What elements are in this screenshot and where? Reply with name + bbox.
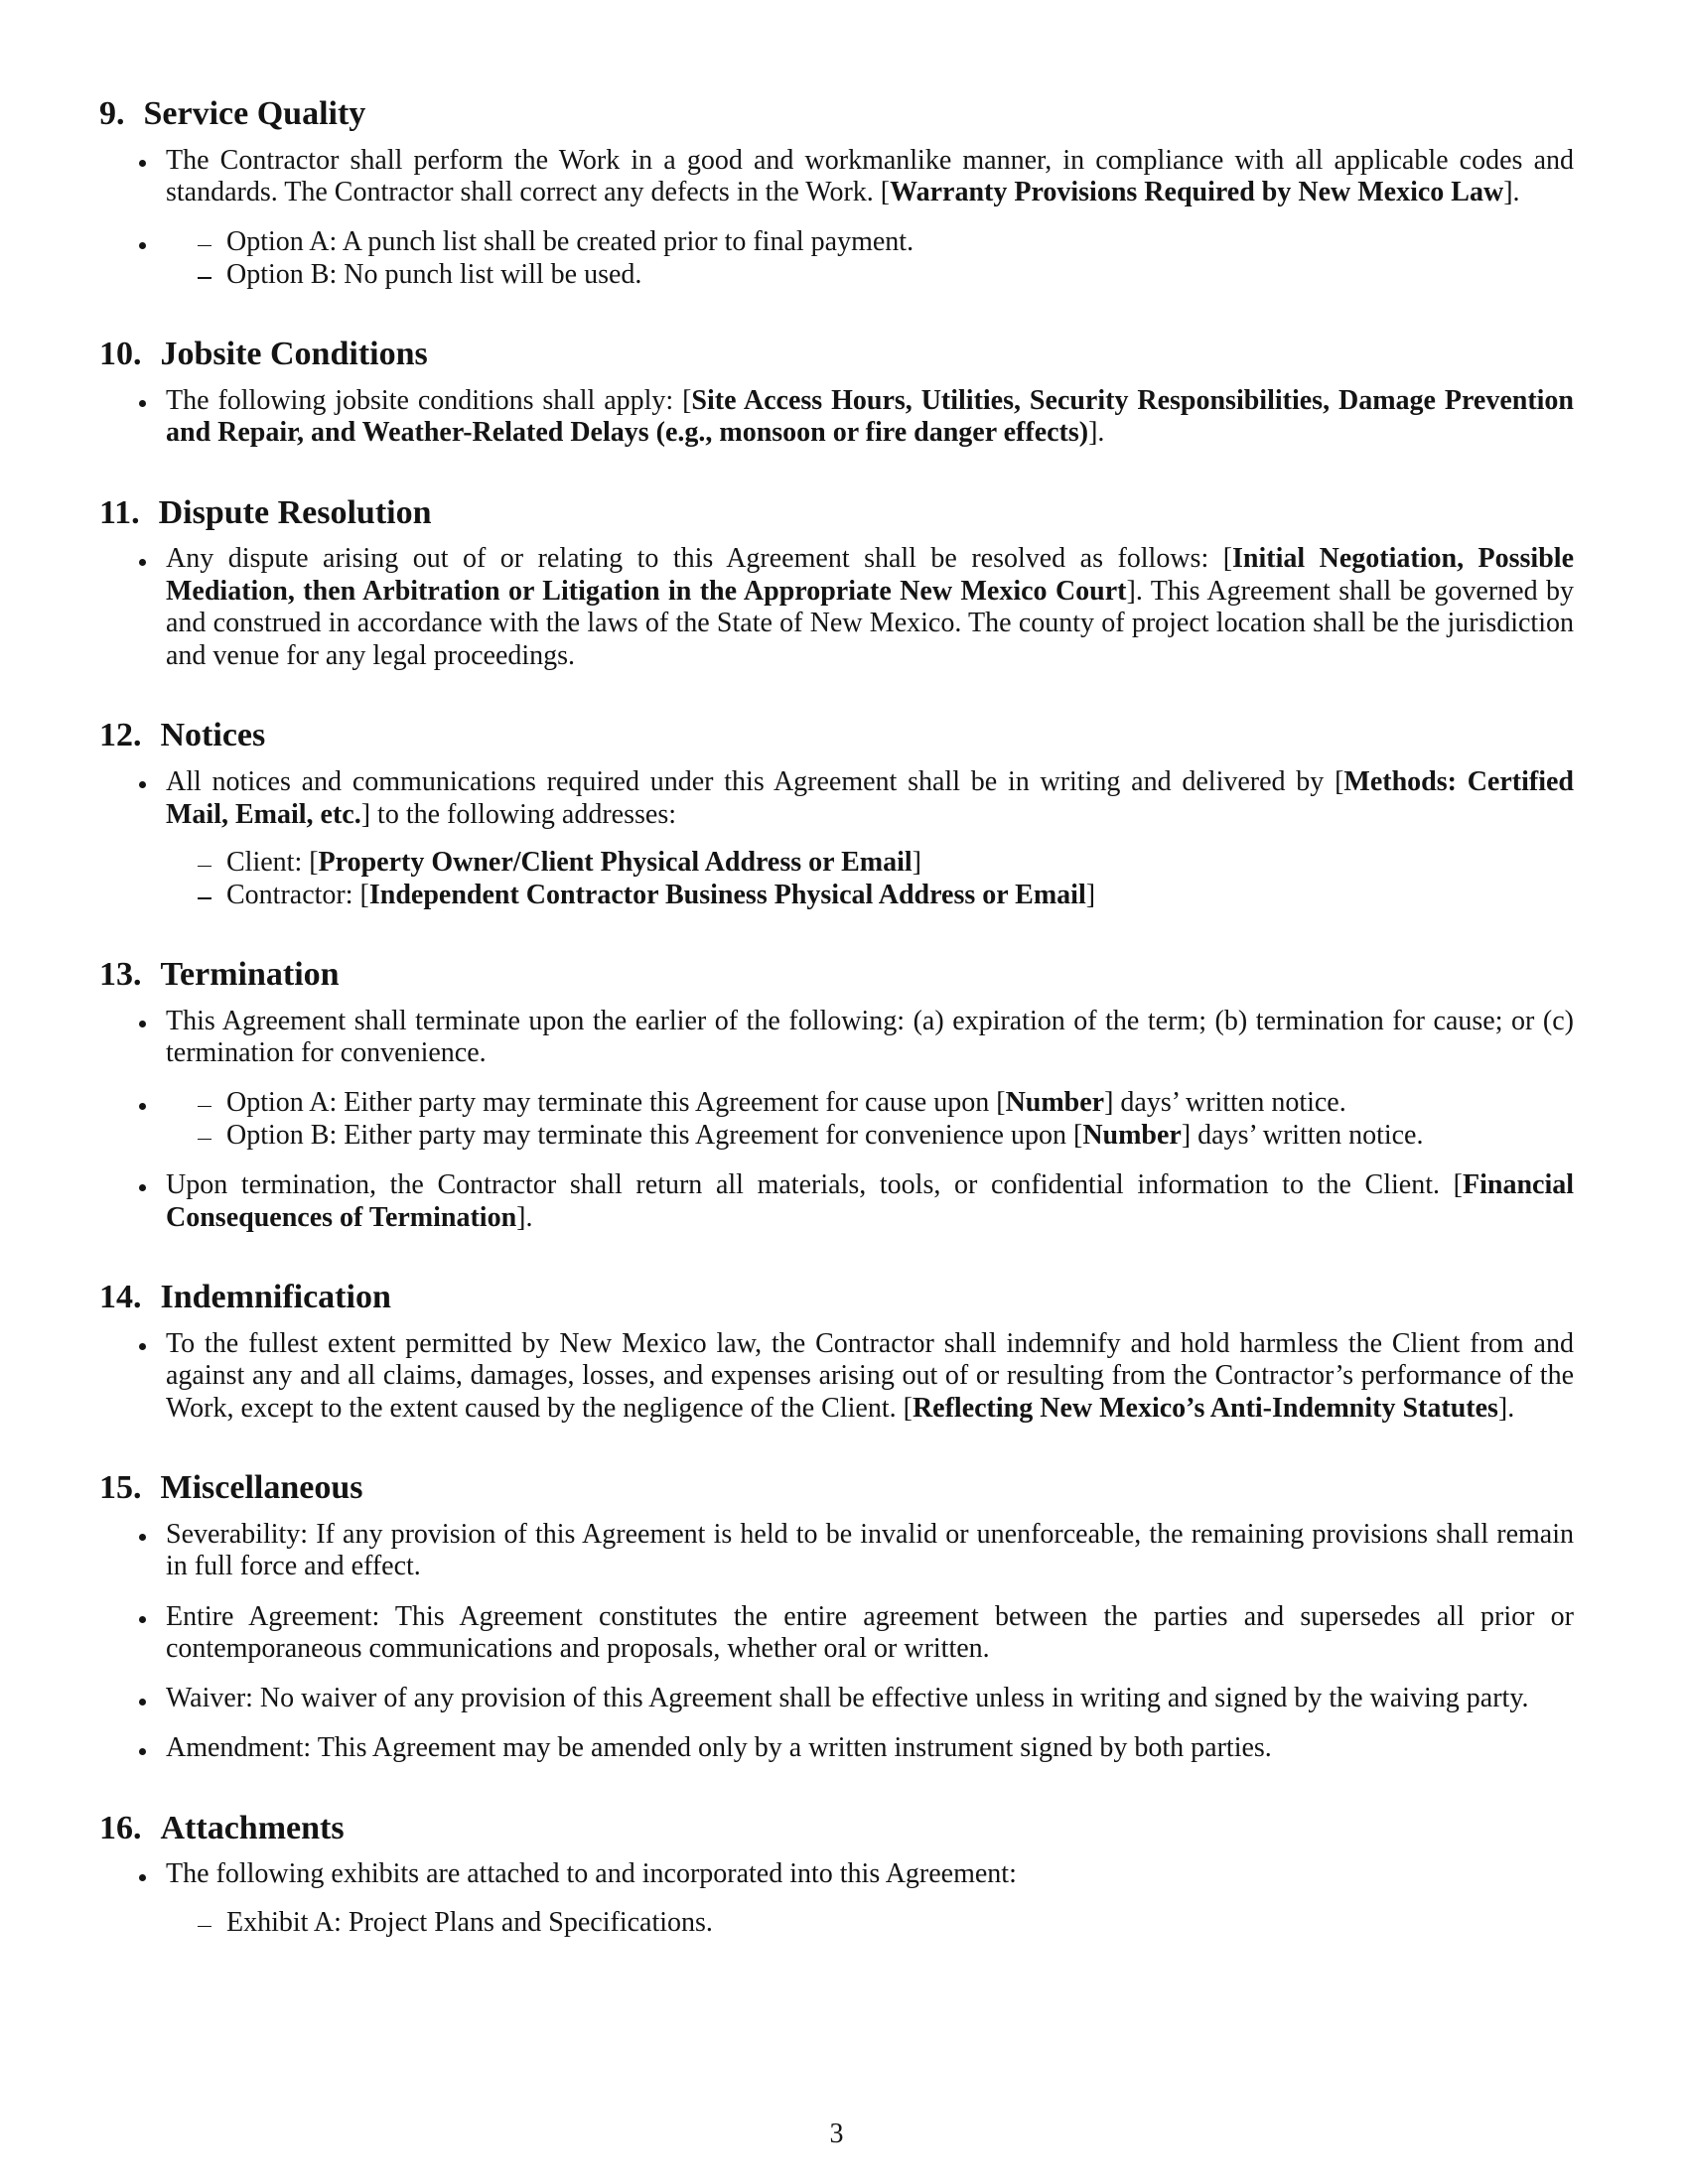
item-placeholder-text: Initial Negotiation, Possible Mediation, then Arbitration or Litigation in the Appropriate New Mexico Court	[166, 543, 1574, 607]
bullet-icon	[139, 400, 146, 407]
item-paragraph: Entire Agreement: This Agreement constitutes the entire agreement between the parties and supersedes all prior or contemporaneous communications and proposals, whether oral or written.	[166, 1600, 1574, 1665]
item-text: ].	[1088, 417, 1105, 449]
bullet-list	[99, 145, 1574, 292]
sub-item-text: Option A: A punch list shall be created prior to final payment.	[226, 226, 914, 258]
item-text: Any dispute arising out of or relating to this Agreement shall be resolved as follows: [	[166, 543, 1233, 575]
section-indemnification	[99, 1276, 1574, 1425]
bullet-list	[99, 1858, 1574, 1939]
section-number: 10.	[99, 336, 142, 373]
list-item	[166, 543, 1574, 672]
bullet-icon	[139, 559, 146, 566]
bullet-icon	[139, 1343, 146, 1350]
section-attachments	[99, 1807, 1574, 1940]
item-text: ].	[516, 1201, 533, 1233]
bullet-icon	[139, 242, 146, 249]
list-item	[166, 1683, 1574, 1715]
bullet-list	[99, 543, 1574, 672]
section-number: 16.	[99, 1809, 142, 1846]
sub-list-item	[226, 1907, 1574, 1940]
bullet-list	[99, 1006, 1574, 1235]
section-title: Notices	[160, 717, 266, 754]
sub-list	[166, 226, 1574, 291]
section-dispute-resolution	[99, 491, 1574, 673]
sub-item-text: Option B: No punch list will be used.	[226, 258, 642, 290]
item-text: To the fullest extent permitted by New Mexico law, the Contractor shall indemnify and hold harmless the Client from and against any and all claims, damages, losses, and expenses arising out of or resulting from the Contractor’s performance of the Work, except to the extent caused by the negligence of the Client. [	[166, 1327, 1574, 1424]
bullet-icon	[139, 1103, 146, 1110]
bullet-icon	[139, 160, 146, 167]
list-item	[166, 766, 1574, 911]
dash-icon	[198, 1139, 211, 1140]
sub-list-item	[226, 1087, 1574, 1120]
section-heading	[99, 333, 1574, 376]
section-number: 15.	[99, 1469, 142, 1507]
section-title: Attachments	[160, 1809, 345, 1846]
list-item	[166, 1858, 1574, 1939]
section-heading	[99, 1807, 1574, 1850]
section-title: Jobsite Conditions	[160, 336, 428, 373]
sub-item-text: Option B: Either party may terminate this Agreement for convenience upon [	[226, 1119, 1083, 1151]
section-number: 11.	[99, 493, 140, 531]
sub-item-placeholder-text: Property Owner/Client Physical Address or Email	[318, 847, 913, 879]
list-item	[166, 1169, 1574, 1234]
item-paragraph	[166, 543, 1574, 672]
section-title: Miscellaneous	[160, 1469, 363, 1507]
list-item	[166, 1732, 1574, 1765]
item-paragraph: The following exhibits are attached to and incorporated into this Agreement:	[166, 1858, 1017, 1890]
list-item	[166, 1601, 1574, 1666]
section-title: Service Quality	[143, 95, 366, 132]
item-placeholder-text: Reflecting New Mexico’s Anti-Indemnity Statutes	[912, 1392, 1498, 1424]
section-miscellaneous	[99, 1466, 1574, 1765]
section-title: Dispute Resolution	[158, 493, 432, 531]
bullet-icon	[139, 1748, 146, 1755]
sub-list	[166, 1087, 1574, 1152]
list-item	[166, 385, 1574, 450]
item-paragraph	[166, 1328, 1574, 1426]
sub-list-item	[226, 880, 1574, 912]
section-title: Termination	[160, 956, 340, 994]
item-text: Upon termination, the Contractor shall return all materials, tools, or confidential information to the Client. [	[166, 1169, 1463, 1201]
item-placeholder-text: Site Access Hours, Utilities, Security Responsibilities, Damage Prevention and Repair, and Weather-Related Delays (e.g., monsoon or fire danger effects)	[166, 384, 1574, 449]
item-paragraph: This Agreement shall terminate upon the earlier of the following: (a) expiration of the term; (b) termination for cause; or (c) termination for convenience.	[166, 1005, 1574, 1069]
section-heading	[99, 92, 1574, 136]
bullet-list	[99, 385, 1574, 450]
section-number: 14.	[99, 1279, 142, 1316]
sub-item-text: ] days’ written notice.	[1181, 1119, 1424, 1151]
section-service-quality	[99, 92, 1574, 291]
list-item	[166, 1006, 1574, 1070]
bullet-icon	[139, 1184, 146, 1191]
section-termination	[99, 953, 1574, 1234]
item-paragraph	[166, 766, 1574, 831]
item-paragraph: Severability: If any provision of this Agreement is held to be invalid or unenforceable, the remaining provisions shall remain in full force and effect.	[166, 1518, 1574, 1582]
section-heading	[99, 491, 1574, 535]
sub-item-text: Exhibit A: Project Plans and Specifications.	[226, 1906, 713, 1938]
item-placeholder-text: Warranty Provisions Required by New Mexico Law	[890, 177, 1504, 208]
item-text: The following jobsite conditions shall apply: [	[166, 384, 692, 416]
item-paragraph	[166, 145, 1574, 209]
item-text: ].	[1497, 1392, 1515, 1424]
item-paragraph: Amendment: This Agreement may be amended only by a written instrument signed by both parties.	[166, 1732, 1272, 1764]
list-item	[166, 1519, 1574, 1583]
bullet-list	[99, 766, 1574, 911]
section-number: 9.	[99, 95, 125, 132]
item-text: All notices and communications required under this Agreement shall be in writing and delivered by [	[166, 765, 1344, 797]
list-item	[166, 145, 1574, 209]
sub-item-text: Option A: Either party may terminate this Agreement for cause upon [	[226, 1087, 1006, 1119]
bullet-icon	[139, 1874, 146, 1881]
dash-icon	[198, 866, 211, 867]
bullet-icon	[139, 1021, 146, 1027]
section-heading	[99, 1276, 1574, 1319]
section-heading	[99, 714, 1574, 757]
item-paragraph	[166, 1169, 1574, 1234]
sub-list	[166, 847, 1574, 911]
item-text: ]. This Agreement shall be governed by and construed in accordance with the laws of the State of New Mexico. The county of project location shall be the jurisdiction and venue for any legal proceedings.	[166, 575, 1574, 672]
item-text: ].	[1503, 177, 1520, 208]
dash-icon	[198, 1926, 211, 1927]
dash-icon	[198, 277, 211, 278]
list-item	[166, 1087, 1574, 1152]
item-paragraph	[166, 385, 1574, 450]
sub-item-text: ]	[912, 847, 921, 879]
bullet-icon	[139, 1616, 146, 1623]
section-heading	[99, 953, 1574, 997]
dash-icon	[198, 897, 211, 898]
list-item	[166, 1328, 1574, 1426]
list-item	[166, 226, 1574, 291]
section-heading	[99, 1466, 1574, 1510]
sub-item-text: ]	[1085, 879, 1096, 910]
sub-list-item	[226, 847, 1574, 880]
sub-list-item	[226, 259, 1574, 292]
bullet-icon	[139, 1699, 146, 1706]
section-notices	[99, 714, 1574, 911]
item-placeholder-text: Methods: Certified Mail, Email, etc.	[166, 765, 1574, 830]
section-number: 13.	[99, 956, 142, 994]
dash-icon	[198, 1106, 211, 1107]
dash-icon	[198, 245, 211, 246]
sub-item-text: ] days’ written notice.	[1104, 1087, 1346, 1119]
sub-item-text: Client: [	[226, 847, 319, 879]
section-title: Indemnification	[160, 1279, 391, 1316]
item-placeholder-text: Financial Consequences of Termination	[166, 1169, 1574, 1233]
bullet-icon	[139, 1534, 146, 1541]
item-text: The Contractor shall perform the Work in a good and workmanlike manner, in compliance with all applicable codes and standards. The Contractor shall correct any defects in the Work. [	[166, 144, 1574, 208]
section-number: 12.	[99, 717, 142, 754]
page-number: 3	[829, 2118, 844, 2149]
bullet-icon	[139, 781, 146, 788]
sub-item-placeholder-text: Number	[1082, 1119, 1182, 1151]
document-page	[99, 92, 1574, 1940]
sub-item-placeholder-text: Independent Contractor Business Physical Address or Email	[368, 879, 1086, 910]
sub-list-item	[226, 226, 1574, 259]
section-jobsite-conditions	[99, 333, 1574, 450]
sub-item-placeholder-text: Number	[1005, 1087, 1105, 1119]
item-paragraph: Waiver: No waiver of any provision of this Agreement shall be effective unless in writing and signed by the waiving party.	[166, 1683, 1529, 1714]
sub-list	[166, 1907, 1574, 1940]
bullet-list	[99, 1519, 1574, 1765]
bullet-list	[99, 1328, 1574, 1426]
sub-item-text: Contractor: [	[226, 879, 369, 910]
sub-list-item	[226, 1120, 1574, 1153]
item-text: ] to the following addresses:	[360, 798, 677, 830]
